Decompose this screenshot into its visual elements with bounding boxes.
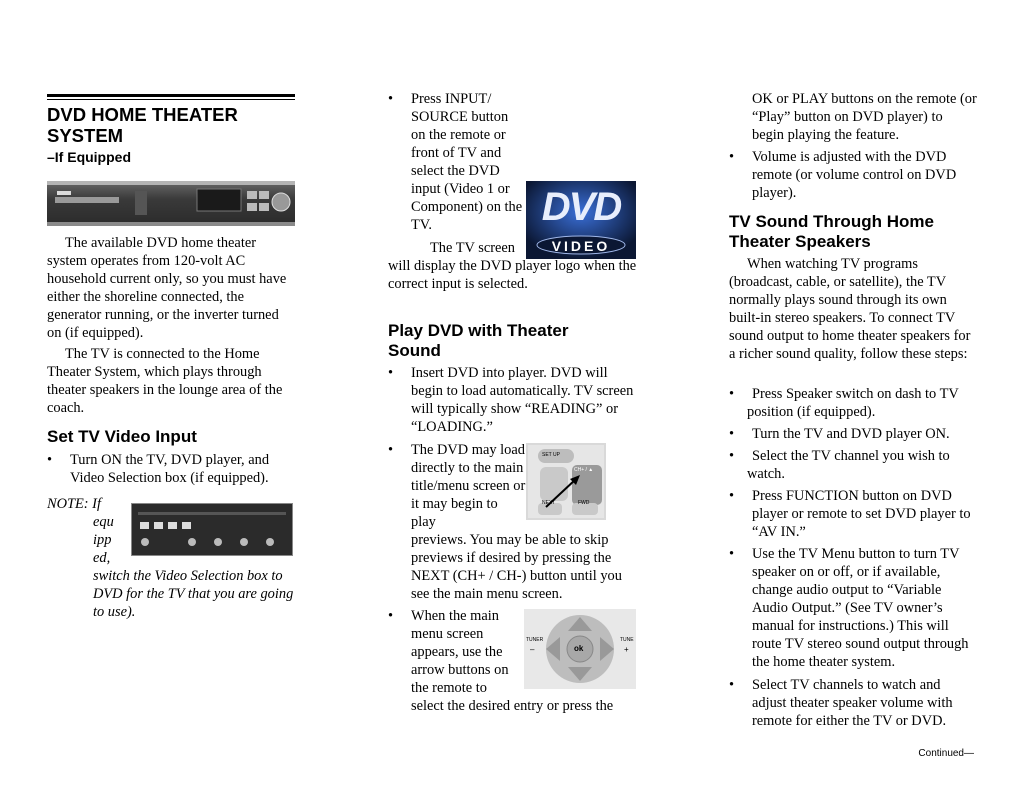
continued-footer: Continued—	[918, 748, 974, 759]
bullet-text: Press FUNCTION button on DVD player or remote to set DVD player to “AV IN.”	[752, 488, 971, 540]
video-logo-text: VIDEO	[551, 238, 611, 254]
continued-bullet-text: OK or PLAY buttons on the remote (or “Play” button on DVD player) to begin playing the feature.	[752, 91, 977, 143]
bullet-text: Volume is adjusted with the DVD remote (or volume control on DVD player).	[752, 149, 957, 201]
title-rule-top	[47, 94, 295, 97]
bullet-marker: •	[388, 365, 394, 381]
heading-play-dvd-line1: Play DVD with Theater	[388, 321, 569, 340]
bullet-text: Use the TV Menu button to turn TV speaker on or off, or if available, change audio output to “Variable Audio Output.” (See TV owner’s manual for instructions.) This will route TV stereo sound output through the home theater system.	[752, 546, 969, 670]
remote-ok-label: ok	[574, 644, 584, 653]
remote-fwd-label: FWD	[578, 500, 590, 506]
bullet-text-continued: previews. You may be able to skip previews if desired by pressing the NEXT (CH+ / CH-) button until you see the main menu screen.	[411, 532, 622, 602]
remote-plus-label: +	[624, 645, 629, 654]
bullet-text: Turn ON the TV, DVD player, and Video Selection box (if equipped).	[70, 452, 270, 486]
bullet-text: Insert DVD into player. DVD will begin to load automatically. TV screen will typically show “READING” or “LOADING.”	[411, 365, 634, 435]
bullet-marker: •	[729, 149, 735, 165]
dvd-player-illustration	[47, 181, 295, 226]
remote-next-label: NEXT	[542, 500, 556, 506]
dvd-player-photo	[47, 181, 295, 226]
tv-sound-paragraph: When watching TV programs (broadcast, cable, or satellite), the TV normally plays sound through its own built-in stereo speakers. To connect TV sound output to home theater speakers for a richer sound quality, follow these steps:	[729, 256, 971, 362]
bullet-marker: •	[729, 386, 735, 402]
bullet-marker: •	[388, 608, 394, 624]
note-text: switch the Video Selection box to DVD for the TV that you are going to use).	[93, 568, 294, 620]
note-prefix: NOTE: If	[47, 496, 101, 512]
remote-tuner-label: TUNER	[526, 637, 544, 643]
note-fragment-1: equ	[93, 514, 114, 530]
tv-screen-text-a: The TV screen	[430, 240, 515, 256]
bullet-text: The DVD may load directly to the main title/menu screen or it may begin to play	[411, 442, 526, 530]
bullet-text: Turn the TV and DVD player ON.	[752, 426, 950, 442]
section-title-line2: SYSTEM	[47, 125, 124, 146]
heading-play-dvd-line2: Sound	[388, 341, 441, 360]
bullet-marker: •	[729, 677, 735, 693]
heading-tv-sound-line2: Theater Speakers	[729, 232, 871, 251]
dvd-logo-text: DVD	[541, 185, 621, 229]
tv-screen-text-b: will display the DVD player logo when the correct input is selected.	[388, 258, 637, 292]
section-title	[47, 104, 307, 146]
heading-tv-sound	[729, 212, 989, 252]
bullet-text: When the main menu screen appears, use the arrow buttons on the remote to	[411, 608, 509, 696]
note-fragment-3: ed,	[93, 550, 111, 566]
bullet-marker: •	[729, 448, 735, 464]
bullet-marker: •	[388, 442, 394, 458]
section-title-line1: DVD HOME THEATER	[47, 104, 238, 125]
heading-set-tv-video-input: Set TV Video Input	[47, 427, 197, 446]
bullet-text: Press INPUT/ SOURCE button on the remote or front of TV and select the DVD input (Video 1 or Component) on the TV.	[411, 91, 523, 233]
heading-play-dvd	[388, 321, 638, 361]
heading-tv-sound-line1: TV Sound Through Home	[729, 212, 934, 231]
dvd-video-logo	[526, 181, 636, 259]
remote-arrow-pad-photo	[524, 609, 636, 689]
title-rule-bottom	[47, 99, 295, 100]
remote-illustration	[526, 443, 606, 520]
intro-paragraph: The available DVD home theater system operates from 120-volt AC household current only, so you must have either the shoreline connected, the generator running, or the inverter turned on (if equipped).	[47, 235, 287, 341]
bullet-text: Press Speaker switch on dash to TV position (if equipped).	[747, 386, 959, 420]
bullet-text: Select the TV channel you wish to watch.	[747, 448, 950, 482]
video-selection-box-illustration	[132, 504, 292, 555]
bullet-marker: •	[729, 488, 735, 504]
bullet-text: Select TV channels to watch and adjust theater speaker volume with remote for either the TV or DVD.	[752, 677, 953, 729]
remote-tune-label: TUNE	[620, 637, 634, 643]
remote-minus-label: –	[530, 645, 535, 654]
remote-setup-label: SET UP	[542, 452, 560, 458]
bullet-marker: •	[729, 426, 735, 442]
remote-ch-label: CH+ / ▲	[574, 467, 594, 473]
section-subtitle: –If Equipped	[47, 149, 131, 165]
bullet-marker: •	[47, 452, 53, 468]
bullet-marker: •	[729, 546, 735, 562]
video-selection-box-photo	[131, 503, 293, 556]
bullet-marker: •	[388, 91, 394, 107]
remote-next-button-photo	[526, 443, 606, 520]
connection-paragraph: The TV is connected to the Home Theater System, which plays through theater speakers in the lounge area of the coach.	[47, 346, 283, 416]
note-fragment-2: ipp	[93, 532, 112, 548]
bullet-text-continued: select the desired entry or press the	[411, 698, 614, 714]
